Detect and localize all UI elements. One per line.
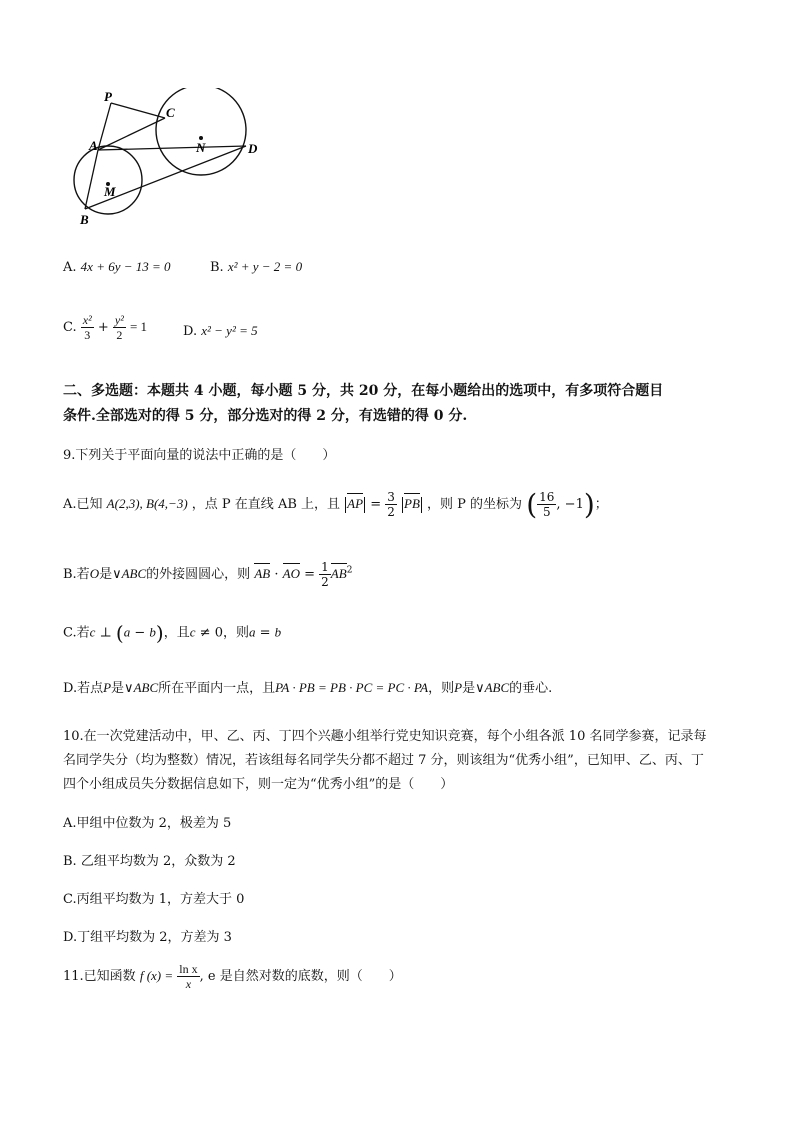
section2-line1: 二、多选题：本题共 4 小题，每小题 5 分，共 20 分，在每小题给出的选项中，有多项符合题目: [63, 383, 664, 399]
label-c: C: [166, 105, 175, 120]
line-pa: [98, 103, 111, 150]
q9-stem: 9.下列关于平面向量的说法中正确的是（ ）: [63, 448, 336, 463]
circle-n: [156, 88, 246, 175]
q10-line2: 名同学失分（均为整数）情况，若该组每名同学失分都不超过 7 分，则该组为“优秀小组”，已知甲、乙、丙、丁: [63, 753, 704, 768]
q8-option-c: C. $\frac{\text{x²}}{3}$ + $\frac{\text{y²}}{2}$ = 1: [63, 313, 148, 342]
label-m: M: [104, 184, 116, 199]
section2-line2: 条件.全部选对的得 5 分，部分选对的得 2 分，有选错的得 0 分.: [63, 408, 468, 424]
line-ab: [85, 150, 98, 209]
q10-option-b: B. 乙组平均数为 2，众数为 2: [63, 854, 236, 869]
q9-option-a: A.已知 A(2,3), B(4,−3) ，点 P 在直线 AB 上，且 AP = $\frac{3}{2}$ PB ，则 P 的坐标为 ( $\frac{16}{5}$ , −1)；: [63, 488, 608, 521]
q8-option-a: A. 4x + 6y − 13 = 0: [63, 259, 171, 275]
label-b: B: [80, 212, 89, 227]
q10-option-d: D.丁组平均数为 2，方差为 3: [63, 930, 232, 945]
q9-option-c: C.若c ⊥ (a − b)，且c ≠ 0，则a = b: [63, 621, 282, 645]
label-n: N: [196, 140, 206, 155]
q10-line1: 10.在一次党建活动中，甲、乙、丙、丁四个兴趣小组举行党史知识竞赛，每个小组各派 10 名同学参赛，记录每: [63, 729, 707, 744]
q11-stem: 11.已知函数 f (x) = $\frac{\text{ln x}}{x}$ , e 是自然对数的底数，则（ ）: [63, 962, 402, 991]
label-d: D: [248, 141, 258, 156]
q9-option-b: B.若O是∨ABC的外接圆圆心，则 AB · AO = $\frac{1}{2}$ $AB^2$: [63, 560, 353, 589]
q10-line3: 四个小组成员失分数据信息如下，则一定为“优秀小组”的是（ ）: [63, 777, 454, 792]
circle-m: [74, 146, 142, 214]
label-p: P: [104, 89, 112, 104]
q8-option-b: B. x² + y − 2 = 0: [210, 259, 303, 275]
q9-option-d: D.若点P是∨ABC所在平面内一点，且PA · PB = PB · PC = PC · PA，则P是∨ABC的垂心.: [63, 680, 553, 696]
label-a: A: [89, 138, 98, 153]
q8-option-d: D. x² − y² = 5: [183, 323, 258, 339]
line-pc: [111, 103, 165, 118]
q10-option-a: A.甲组中位数为 2，极差为 5: [63, 816, 232, 831]
line-ac: [98, 118, 165, 150]
line-bd: [85, 146, 246, 209]
q10-option-c: C.丙组平均数为 1，方差大于 0: [63, 892, 245, 907]
geometry-figure: [70, 88, 270, 233]
